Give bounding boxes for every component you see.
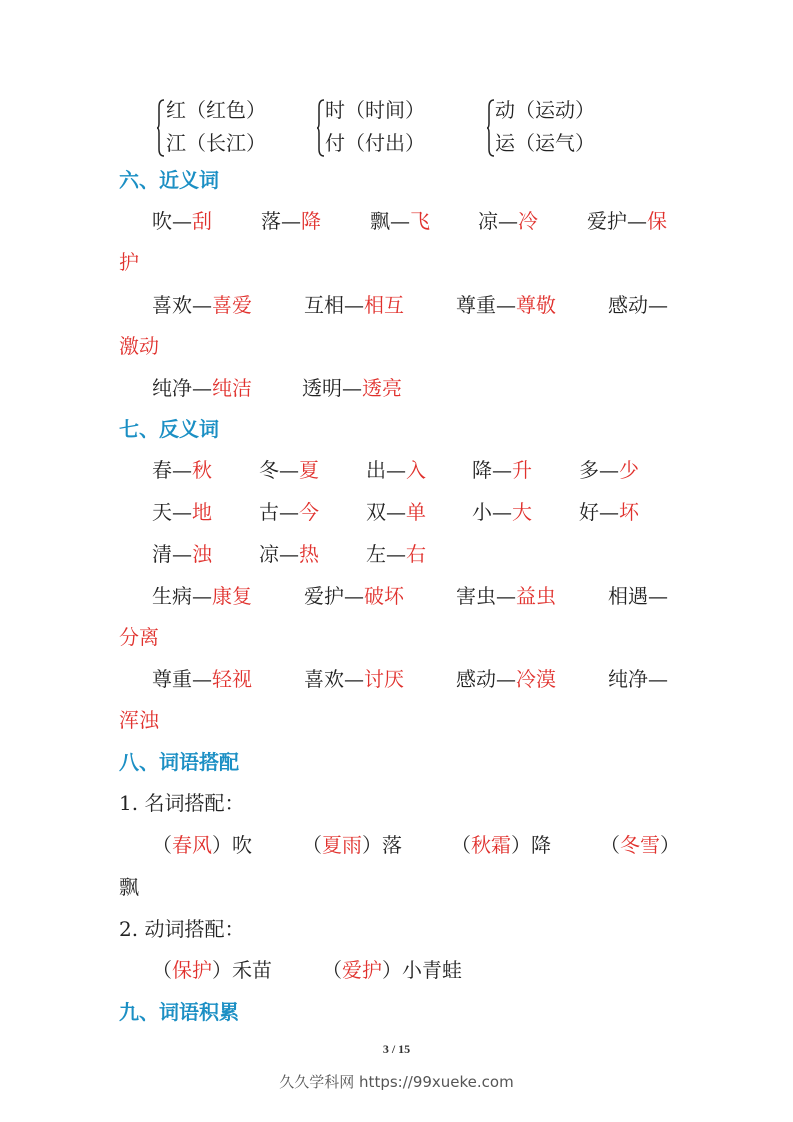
- synonym-row: 喜欢—喜爱: [152, 293, 252, 317]
- collocation-item: （爱护）小青蛙: [322, 958, 462, 982]
- synonym-row: 感动—: [608, 293, 668, 317]
- footer-site: 久久学科网 https://99xueke.com: [279, 1073, 514, 1091]
- antonym-row: 相遇—: [608, 584, 668, 608]
- antonym-row: 好—坏: [579, 500, 639, 524]
- brace-icon: [157, 99, 165, 149]
- collocation-item: （保护）禾苗: [152, 958, 272, 982]
- antonym-row: 纯净—: [608, 667, 668, 691]
- antonym-row: 出—入: [366, 458, 426, 482]
- collocation-wrap: 飘: [119, 875, 139, 899]
- brace-icon: [317, 99, 325, 149]
- page-number: 3 / 15: [382, 1042, 411, 1056]
- antonym-row: 冬—夏: [259, 458, 319, 482]
- poly-2b: 付（付出）: [325, 131, 425, 155]
- antonym-row: 小—大: [472, 500, 532, 524]
- antonym-row: 喜欢—讨厌: [304, 667, 404, 691]
- section-title-synonyms: 六、近义词: [119, 168, 219, 192]
- poly-1a: 红（红色）: [166, 98, 266, 122]
- antonym-row: 古—今: [259, 500, 319, 524]
- antonym-row: 左—右: [366, 542, 426, 566]
- antonym-row: 清—浊: [152, 542, 212, 566]
- antonym-row: 感动—冷漠: [456, 667, 556, 691]
- collocation-item: （冬雪）: [600, 833, 680, 857]
- synonym-row: 透明—透亮: [302, 376, 402, 400]
- antonym-row: 多—少: [579, 458, 639, 482]
- synonym-row: 吹—刮: [152, 209, 212, 233]
- collocation-item: （春风）吹: [152, 833, 252, 857]
- synonym-wrap: 护: [119, 250, 139, 274]
- synonym-row: 互相—相互: [304, 293, 404, 317]
- synonym-row: 飘—飞: [370, 209, 430, 233]
- section-title-collocation: 八、词语搭配: [119, 750, 239, 774]
- antonym-row: 害虫—益虫: [456, 584, 556, 608]
- antonym-row: 尊重—轻视: [152, 667, 252, 691]
- antonym-wrap: 浑浊: [119, 708, 159, 732]
- poly-1b: 江（长江）: [166, 131, 266, 155]
- collocation-item: （秋霜）降: [451, 833, 551, 857]
- brace-icon: [487, 99, 495, 149]
- subtitle-noun: 1. 名词搭配：: [119, 791, 245, 815]
- antonym-row: 春—秋: [152, 458, 212, 482]
- section-title-antonyms: 七、反义词: [119, 417, 219, 441]
- poly-3a: 动（运动）: [495, 98, 595, 122]
- subtitle-verb: 2. 动词搭配：: [119, 917, 245, 941]
- synonym-row: 尊重—尊敬: [456, 293, 556, 317]
- antonym-row: 降—升: [472, 458, 532, 482]
- antonym-row: 生病—康复: [152, 584, 252, 608]
- antonym-row: 爱护—破坏: [304, 584, 404, 608]
- antonym-row: 凉—热: [259, 542, 319, 566]
- antonym-row: 双—单: [366, 500, 426, 524]
- poly-3b: 运（运气）: [495, 131, 595, 155]
- section-title-accumulation: 九、词语积累: [119, 1000, 239, 1024]
- poly-2a: 时（时间）: [325, 98, 425, 122]
- synonym-row: 落—降: [261, 209, 321, 233]
- collocation-item: （夏雨）落: [302, 833, 402, 857]
- synonym-row: 纯净—纯洁: [152, 376, 252, 400]
- synonym-row: 爱护—保: [587, 209, 667, 233]
- antonym-row: 天—地: [152, 500, 212, 524]
- antonym-wrap: 分离: [119, 625, 159, 649]
- synonym-row: 凉—冷: [478, 209, 538, 233]
- synonym-wrap: 激动: [119, 334, 159, 358]
